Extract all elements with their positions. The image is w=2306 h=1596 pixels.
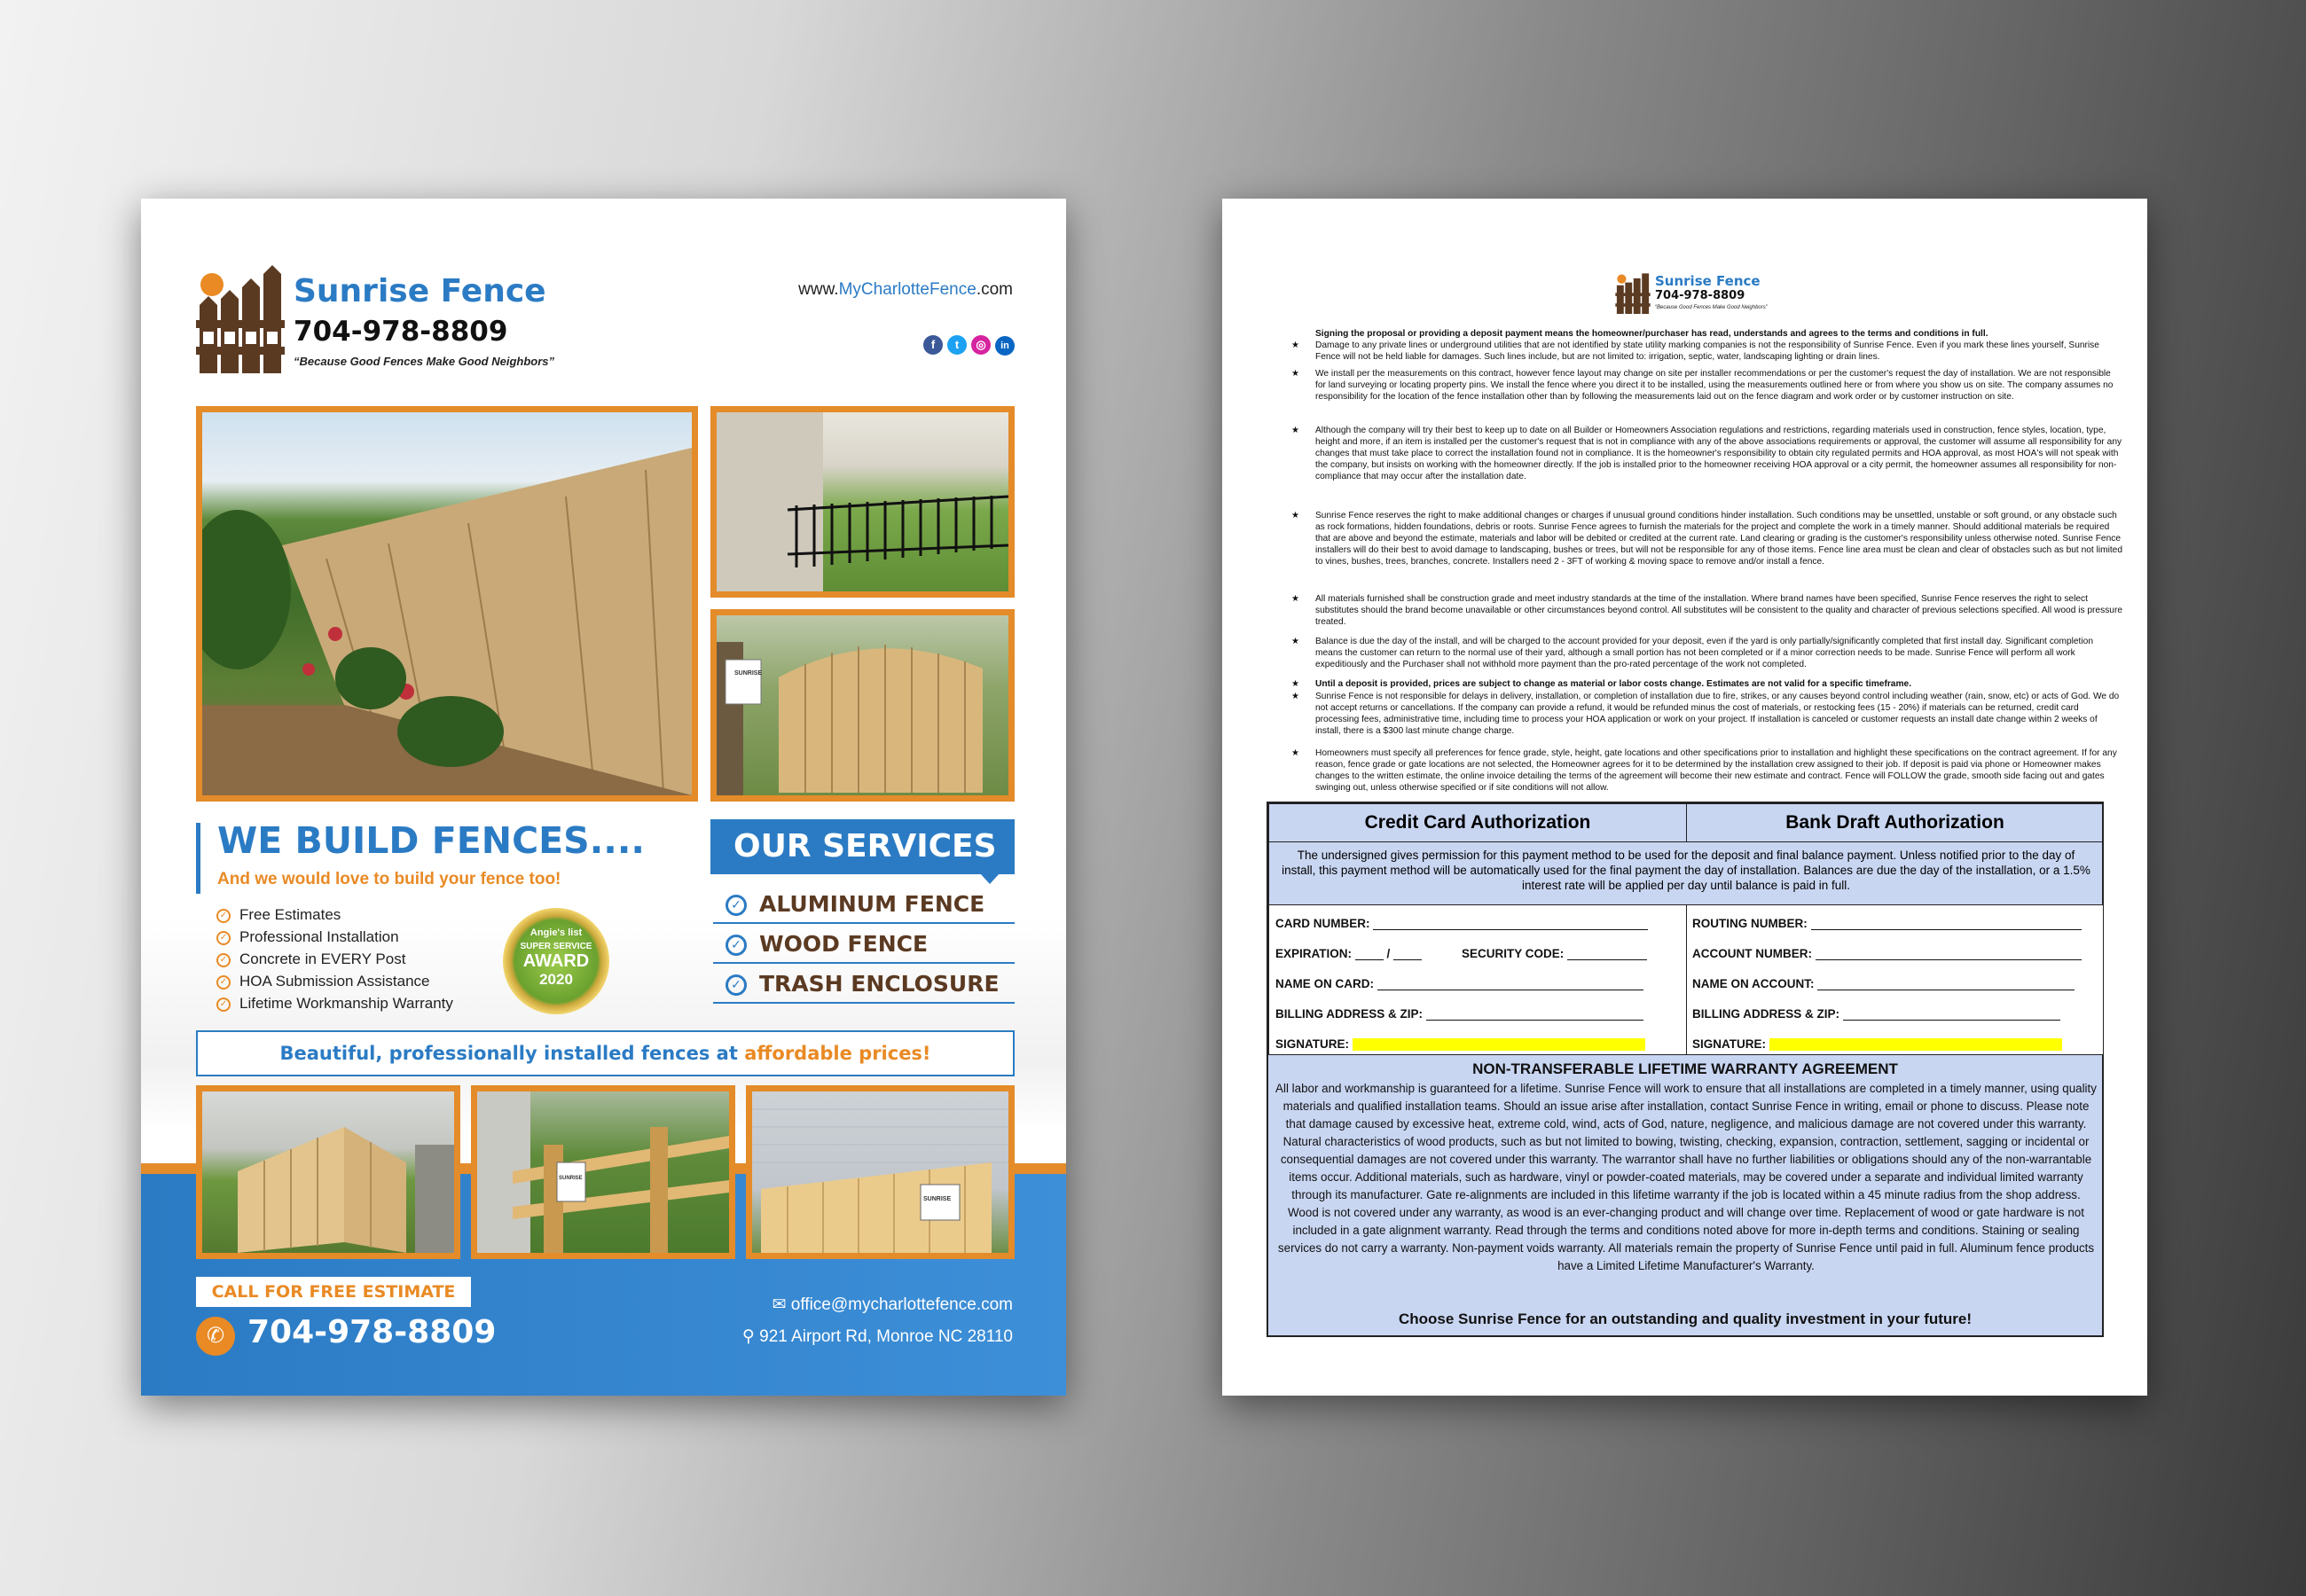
footer-email[interactable]: ✉ office@mycharlottefence.com <box>772 1295 1013 1314</box>
headline-accent-bar <box>196 823 200 894</box>
feature-item: ✓ Free Estimates <box>216 904 341 926</box>
cta-label: CALL FOR FREE ESTIMATE <box>196 1277 471 1307</box>
tagline: “Because Good Fences Make Good Neighbors” <box>294 355 555 368</box>
map-pin-icon: ⚲ <box>741 1327 760 1346</box>
feature-item: ✓ Lifetime Workmanship Warranty <box>216 992 453 1014</box>
card-number-field[interactable]: CARD NUMBER: <box>1275 917 1648 930</box>
footer-phone[interactable]: 704-978-8809 <box>247 1314 497 1350</box>
term-item: Until a deposit is provided, prices are subject to change as material or labor costs change. Estimates are not valid for a specific timeframe. <box>1315 679 1912 689</box>
cc-billing-address-field[interactable]: BILLING ADDRESS & ZIP: <box>1275 1007 1643 1021</box>
social-icons <box>919 335 1015 356</box>
rail-sign-text: SUNRISE <box>559 1176 583 1181</box>
name-on-account-field[interactable]: NAME ON ACCOUNT: <box>1692 977 2075 990</box>
term-item: Damage to any private lines or underground utilities that are not identified by state utility marking companies is not the responsibility of Sunrise Fence. Even if you mark these lines yourself, Sunrise Fence will not be held liable for damages. Such lines include, but are not limited to: irrigation, septic, water, landscaping lighting or drain lines. <box>1315 340 2099 362</box>
check-circle-icon: ✓ <box>726 974 747 996</box>
form-tagline: “Because Good Fences Make Good Neighbors” <box>1655 305 1768 310</box>
name-on-card-field[interactable]: NAME ON CARD: <box>1275 977 1643 990</box>
terms-intro: Signing the proposal or providing a deposit payment means the homeowner/purchaser has read, understands and agrees to the terms and conditions in full. <box>1315 329 1988 339</box>
term-item: Sunrise Fence is not responsible for delays in delivery, installation, or completion of installation due to fire, strikes, or any causes beyond control including weather (rain, snow, etc) or acts of God. We do not accept returns or cancellations. If the company can provide a refund, it would be refunded minus the cost of materials, or restocking fees (15 - 20%) if materials can be returned, credit card processing fees, administrative time, including time to process your HOA application or work on your project. If installation is canceled or customer requests an install date change within 2 weeks of install, there is a $300 last minute change charge. <box>1315 692 2120 736</box>
check-circle-icon: ✓ <box>726 935 747 956</box>
cc-signature-field[interactable]: SIGNATURE: <box>1275 1037 1645 1051</box>
warranty-title: NON-TRANSFERABLE LIFETIME WARRANTY AGREEMENT <box>1472 1060 1898 1077</box>
check-circle-icon: ✓ <box>216 975 231 990</box>
service-trash-enclosure: ✓ TRASH ENCLOSURE <box>713 965 1015 1004</box>
twitter-icon[interactable]: t <box>947 335 967 355</box>
feature-item: ✓ Professional Installation <box>216 926 399 948</box>
fence-logo-icon-small <box>1615 271 1651 314</box>
website-link[interactable]: www.MyCharlotteFence.com <box>798 280 1013 299</box>
authorization-text: The undersigned gives permission for this payment method to be used for the deposit and final balance payment. Unless notified prior to the day of install, this payment method will be automatically used for the final payment the day of installation. Balances are due the day of the installation, or a 1.5% interest rate will be applied per day until balance is paid in full. <box>1268 841 2104 905</box>
security-code-field[interactable]: SECURITY CODE: <box>1462 947 1647 960</box>
subheadline: And we would love to build your fence too! <box>217 870 561 888</box>
facebook-icon[interactable]: f <box>923 335 943 355</box>
expiration-field[interactable]: EXPIRATION: / <box>1275 947 1422 960</box>
account-number-field[interactable]: ACCOUNT NUMBER: <box>1692 947 2082 960</box>
services-header: OUR SERVICES <box>710 819 1015 874</box>
check-circle-icon: ✓ <box>216 998 231 1012</box>
service-aluminum-fence: ✓ ALUMINUM FENCE <box>713 885 1015 924</box>
bank-signature-field[interactable]: SIGNATURE: <box>1692 1037 2062 1051</box>
check-circle-icon: ✓ <box>216 909 231 923</box>
footer-address: ⚲ 921 Airport Rd, Monroe NC 28110 <box>741 1327 1013 1346</box>
gate-sign-text-2: SUNRISE <box>923 1196 952 1202</box>
photo-wood-gate <box>710 609 1015 802</box>
feature-item: ✓ HOA Submission Assistance <box>216 970 429 992</box>
instagram-icon[interactable]: ◎ <box>971 335 991 355</box>
term-item: All materials furnished shall be construction grade and meet industry standards at the time of the installation. Where brand names have been specified, Sunrise Fence reserves the right to select substitutes should the brand become unavailable or other circumstances beyond control. All substitutes will be consistent to the quality and character of previous selections specified. All wood is pressure treated. <box>1315 594 2123 627</box>
form-phone: 704-978-8809 <box>1655 289 1745 302</box>
term-item: We install per the measurements on this contract, however fence layout may change on site per installer recommendations or per the customer's request the day of installation. We are not responsible for land surveying or locating property pins. We install the fence where you direct it to be installed, using the measurements outlined here or from where you show us on site. The company assumes no responsibility for the location of the fence installation other than by following the measurements laid out on the fence diagram and work order or by customer instruction on site. <box>1315 369 2114 402</box>
value-banner: Beautiful, professionally installed fences at affordable prices! <box>196 1030 1015 1076</box>
bank-billing-address-field[interactable]: BILLING ADDRESS & ZIP: <box>1692 1007 2060 1021</box>
form-company-name: Sunrise Fence <box>1655 273 1761 289</box>
warranty-text: All labor and workmanship is guaranteed for a lifetime. Sunrise Fence will work to ensure that all installations are completed in a timely manner, using quality materials and qualified installation teams. Should an issue arise after installation, contact Sunrise Fence in writing, email or phone to discuss. Please note that damage caused by excessive heat, extreme cold, wind, acts of God, nature, negligence, and malicious damage are not covered under this warranty. Natural characteristics of wood products, such as but not limited to bowing, twisting, checking, expansion, contraction, settlement, sagging or incidental or consequential damages are not covered under this warranty. The warrantor shall have no further liabilities or obligations should any of the non-warrantable items occur. Additional materials, such as hardware, vinyl or powder-coated materials, may be covered under a separate and individual limited warranty through its manufacturer. Gate re-alignments are included in this lifetime warranty if the job is located within a 45 minute radius from the shop address. Wood is not covered under any warranty, as wood is an ever-changing product and will change over time. Replacement of wood or gate hardware is not included in a gate alignment warranty. Read through the terms and conditions noted above for more in-depth terms and conditions. Staining or sealing services do not carry a warranty. Non-payment voids warranty. All materials remain the property of Sunrise Fence until paid in full. Aluminum fence products have a Limited Lifetime Manufacturer's Warranty. <box>1275 1082 2097 1272</box>
term-item: Homeowners must specify all preferences for fence grade, style, height, gate locations and other specifications prior to installation and highlight these specifications on the contract agreement. If for any reason, fence grade or gate locations are not selected, the Homeowner agrees for it to be determined by the installation crew assigned to their job. If deposit is paid via phone or Homeowner makes changes to the written estimate, the online invoice detailing the terms of the agreement will become their new estimate and contract. Fence will FOLLOW the grade, smooth side facing out and gates swinging out, unless otherwise specified or if site conditions will not allow. <box>1315 748 2117 793</box>
feature-item: ✓ Concrete in EVERY Post <box>216 948 405 970</box>
envelope-icon: ✉ <box>772 1295 791 1314</box>
terms-form-page: Sunrise Fence 704-978-8809 “Because Good Fences Make Good Neighbors” Signing the proposal or providing a deposit payment means the homeowner/purchaser has read, understands and agrees to the terms and conditions in full. ★ Damage to any private lines or underground utilities that are not identified by state utility marking companies is not the responsibility of Sunrise Fence. Even if you mark these lines yourself, Sunrise Fence will not be held liable for damages. Such lines include, but are not limited to: irrigation, septic, water, landscaping lighting or drain lines. ★ We install per the measurements on this contract, however fence layout may change on site per installer recommendations or per the customer's request the day of installation. We are not responsible for land surveying or locating property pins. We install the fence where you direct it to be installed, using the measurements outlined here or from where you show us on site. The company assumes no responsibility for the location of the fence installation other than by following the measurements laid out on the fence diagram and work order or by customer instruction on site. ★ Although the company will try their best to keep up to date on all Builder or Homeowners Association regulations and restrictions, regarding materials used in construction, fence styles, location, type, height and more, if an item is installed per the customer's request that is not in compliance with any of the above associations requirements or approval, the customer will assume all responsibility for any changes that must take place to correct the installation found not in compliance. It is the homeowner's responsibility to obtain city regulated permits and HOA approval, as most HOA's will not speak with the company, but insists on working with the homeowner directly. If the job is installed prior to the homeowner receiving HOA approval or a city permit, the homeowner assumes all responsibility for non-compliance that may occur after the installation date. ★ Sunrise Fence reserves the right to make additional changes or charges if unusual ground conditions hinder installation. Such conditions may be unsettled, unstable or soft ground, or any obstacle such as rock formations, hidden foundations, debris or roots. Sunrise Fence agrees to furnish the materials for the project and complete the work in a timely manner. Should additional materials be required that are above and beyond the estimate, materials and labor will be debited or credited at the current rate. Land clearing or grading is the customer's responsibility unless otherwise noted. Sunrise Fence installers will do their best to avoid damage to landscaping, bushes or trees, but will not be responsible for any of those items. Fence line area must be clean and clear of obstacles such as but not limited to vines, bushes, trees, branches, concrete. Installers need 2 - 3FT of working & moving space to remove and/or install a fence. ★ All materials furnished shall be construction grade and meet industry standards at the time of the installation. Where brand names have been specified, Sunrise Fence reserves the right to select substitutes should the brand become unavailable or other circumstances beyond control. All substitutes will be consistent to the quality and character of previous selections specified. All wood is pressure treated. ★ Balance is due the day of the install, and will be charged to the account provided for your deposit, even if the yard is only partially/significantly completed that first install day. Significant completion means the customer can return to the normal use of their yard, although a small portion has not been completed or if a minor correction needs to be made. Sunrise Fence will perform all work expeditiously and the Purchaser shall not withhold more payment than the pro-rated percentage of the work not completed. ★ Until a deposit is provided, prices are subject to change as material or labor costs change. Estimates are not valid for a specific timeframe. ★ Sunrise Fence is not responsible for delays in delivery, installation, or completion of installation due to fire, strikes, or any causes beyond control including weather (rain, snow, etc) or acts of God. We do not accept returns or cancellations. If the company can provide a refund, it would be refunded minus the cost of materials, or restocking fees (15 - 20%) if materials can be returned, credit card processing fees, administrative time, including time to process your HOA application or work on your project. If installation is canceled or customer requests an install date change within 2 weeks of install, there is a $300 last minute change charge. ★ Homeowners must specify all preferences for fence grade, style, height, gate locations and other specifications prior to installation and highlight these specifications on the contract agreement. If for any reason, fence grade or gate locations are not selected, the Homeowner agrees for it to be determined by the installation crew assigned to their job. If deposit is paid via phone or Homeowner makes changes to the written estimate, the online invoice detailing the terms of the agreement will become their new estimate and contract. Fence will FOLLOW the grade, smooth side facing out and gates swinging out, unless otherwise specified or if site conditions will not allow. Credit Card Authorization Bank Draft Authorization The undersigned gives permission for this payment method to be used for the deposit and final balance payment. Unless notified prior to the day of install, this payment method will be automatically used for the final payment the day of installation. Balances are due the day of the installation, or a 1.5% interest rate will be applied per day until balance is paid in full. CARD NUMBER: EXPIRATION: / SECURITY CODE: NAME ON CARD: BILLING ADDRESS & ZIP: SIGNATURE: ROUTING NUMBER: ACCOUNT NUMBER: NAME ON ACCOUNT: BILLING ADDRESS & ZIP: SIGNATURE: NON-TRANSFERABLE LIFETIME WARRANTY AGREEMENT All labor and workmanship is guaranteed for a lifetime. Sunrise Fence will work to ensure that all installations are completed in a timely manner, using quality materials and qualified installation teams. Should an issue arise after installation, contact Sunrise Fence in writing, email or phone to discuss. Please note that damage caused by excessive heat, extreme cold, wind, acts of God, nature, negligence, and malicious damage are not covered under this warranty. Natural characteristics of wood products, such as but not limited to bowing, twisting, checking, expansion, contraction, settlement, sagging or incidental or consequential damages are not covered under this warranty. The warrantor shall have no further liabilities or obligations should any of the non-warrantable items occur. Additional materials, such as hardware, vinyl or powder-coated materials, may be covered under a separate and individual limited warranty through its manufacturer. Gate re-alignments are included in this lifetime warranty if the job is located within a 45 minute radius from the shop address. Wood is not covered under any warranty, as wood is an ever-changing product and will change over time. Replacement of wood or gate hardware is not included in a gate alignment warranty. Read through the terms and conditions noted above for more in-depth terms and conditions. Staining or sealing services do not carry a warranty. Non-payment voids warranty. All materials remain the property of Sunrise Fence until paid in full. Aluminum fence products have a Limited Lifetime Manufacturer's Warranty. Choose Sunrise Fence for an outstanding and quality investment in your future! <box>1222 199 2147 1396</box>
header-phone: 704-978-8809 <box>294 316 508 348</box>
photo-privacy-fence <box>196 406 698 802</box>
linkedin-icon[interactable]: in <box>995 336 1015 356</box>
headline: WE BUILD FENCES.... <box>217 819 645 862</box>
photo-split-rail-fence <box>471 1085 735 1259</box>
term-item: Balance is due the day of the install, and will be charged to the account provided for your deposit, even if the yard is only partially/significantly completed that first install day. Significant completion means the customer can return to the normal use of their yard, although a small portion has not been completed or if a minor correction needs to be made. Sunrise Fence will perform all work expeditiously and the Purchaser shall not withhold more payment than the pro-rated percentage of the work not completed. <box>1315 637 2093 669</box>
photo-aluminum-fence <box>710 406 1015 598</box>
award-badge: Angie's list SUPER SERVICE AWARD 2020 <box>503 908 609 1014</box>
bank-draft-title: Bank Draft Authorization <box>1686 803 2104 842</box>
term-item: Although the company will try their best to keep up to date on all Builder or Homeowners Association regulations and restrictions, regarding materials used in construction, fence styles, location, type, height and more, if an item is installed per the customer's request that is not in compliance with any of the above associations requirements or approval, the customer will assume all responsibility for any changes that must take place to correct the installation found not in compliance. It is the homeowner's responsibility to obtain city regulated permits and HOA approval, as most HOA's will not speak with the company, but insists on working with the homeowner directly. If the job is installed prior to the homeowner receiving HOA approval or a city permit, the homeowner assumes all responsibility for non-compliance that may occur after the installation date. <box>1315 426 2122 481</box>
services-pointer-icon <box>980 873 1000 886</box>
flyer-front-page <box>141 199 1066 1396</box>
check-circle-icon: ✓ <box>216 953 231 967</box>
credit-card-title: Credit Card Authorization <box>1268 803 1687 842</box>
company-name: Sunrise Fence <box>294 273 546 309</box>
fence-logo-icon <box>196 265 285 373</box>
gate-sign-text: SUNRISE <box>734 670 763 677</box>
service-wood-fence: ✓ WOOD FENCE <box>713 925 1015 964</box>
photo-picket-corner <box>196 1085 460 1259</box>
term-item: Sunrise Fence reserves the right to make additional changes or charges if unusual ground conditions hinder installation. Such conditions may be unsettled, unstable or soft ground, or any obstacle such as rock formations, hidden foundations, debris or roots. Sunrise Fence agrees to furnish the materials for the project and complete the work in a timely manner. Should additional materials be required that are above and beyond the estimate, materials and labor will be debited or credited at the current rate. Land clearing or grading is the customer's responsibility unless otherwise noted. Sunrise Fence installers will do their best to avoid damage to landscaping, bushes or trees, but will not be responsible for any of those items. Fence line area must be clean and clear of obstacles such as but not limited to vines, bushes, trees, branches, concrete. Installers need 2 - 3FT of working & moving space to remove and/or install a fence. <box>1315 511 2123 567</box>
check-circle-icon: ✓ <box>726 895 747 916</box>
phone-icon: ✆ <box>196 1317 235 1356</box>
check-circle-icon: ✓ <box>216 931 231 945</box>
routing-number-field[interactable]: ROUTING NUMBER: <box>1692 917 2082 930</box>
photo-picket-gate <box>746 1085 1015 1259</box>
payment-authorization-box <box>1267 802 2104 1337</box>
closing-line: Choose Sunrise Fence for an outstanding and quality investment in your future! <box>1398 1310 1973 1327</box>
